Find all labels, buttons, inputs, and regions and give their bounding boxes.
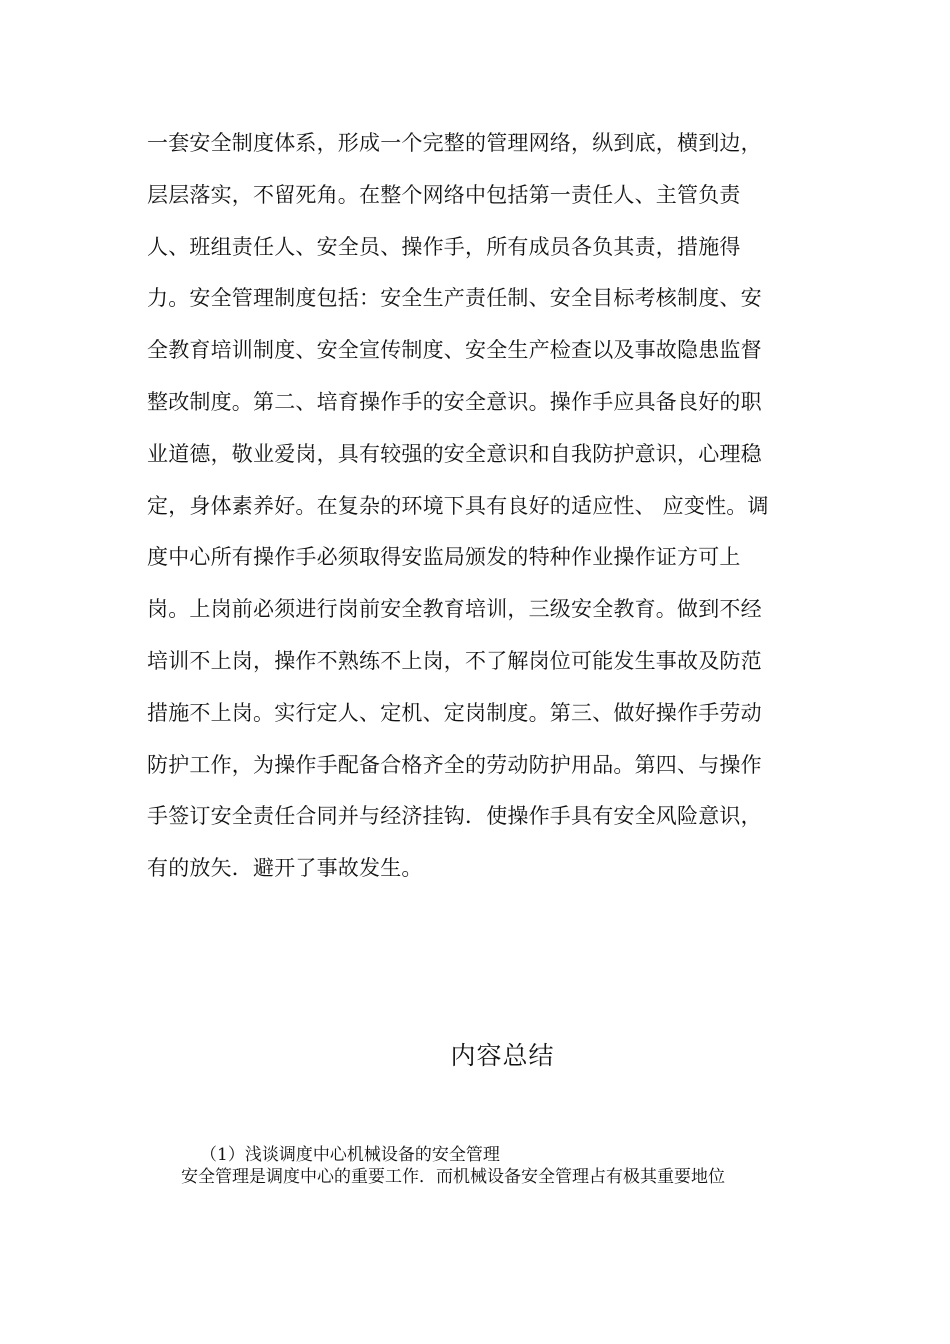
body-line: 防护工作，为操作手配备合格齐全的劳动防护用品。第四、与操作 (147, 752, 762, 777)
body-line: 一套安全制度体系，形成一个完整的管理网络，纵到底，横到边， (147, 131, 762, 155)
body-line: 岗。上岗前必须进行岗前安全教育培训，三级安全教育。做到不经 (147, 597, 762, 622)
body-line: 层层落实，不留死角。在整个网络中包括第一责任人、主管负责 (147, 182, 741, 207)
body-line: 度中心所有操作手必须取得安监局颁发的特种作业操作证方可上 (147, 545, 741, 570)
body-line: 全教育培训制度、安全宣传制度、安全生产检查以及事故隐患监督 (147, 338, 762, 363)
body-line: 整改制度。第二、培育操作手的安全意识。操作手应具备良好的职 (147, 389, 762, 414)
body-line: 定，身体素养好。在复杂的环境下具有良好的适应性、 应变性。调 (147, 493, 769, 518)
body-line: 培训不上岗，操作不熟练不上岗，不了解岗位可能发生事故及防范 (147, 648, 762, 673)
body-line: 手签订安全责任合同并与经济挂钩．使操作手具有安全风险意识， (147, 804, 762, 829)
summary-body: 安全管理是调度中心的重要工作．而机械设备安全管理占有极其重要地位 (181, 1167, 725, 1187)
body-line: 力。安全管理制度包括：安全生产责任制、安全目标考核制度、安 (147, 286, 762, 311)
summary-title: 内容总结 (450, 1041, 555, 1070)
body-line: 措施不上岗。实行定人、定机、定岗制度。第三、做好操作手劳动 (147, 700, 762, 725)
body-line: 有的放矢．避开了事故发生。 (147, 856, 423, 881)
summary-heading: （1）浅谈调度中心机械设备的安全管理 (200, 1145, 500, 1165)
body-paragraph (147, 118, 807, 895)
body-line: 业道德，敬业爱岗，具有较强的安全意识和自我防护意识，心理稳 (147, 441, 762, 466)
body-line: 人、班组责任人、安全员、操作手，所有成员各负其责，措施得 (147, 234, 741, 259)
